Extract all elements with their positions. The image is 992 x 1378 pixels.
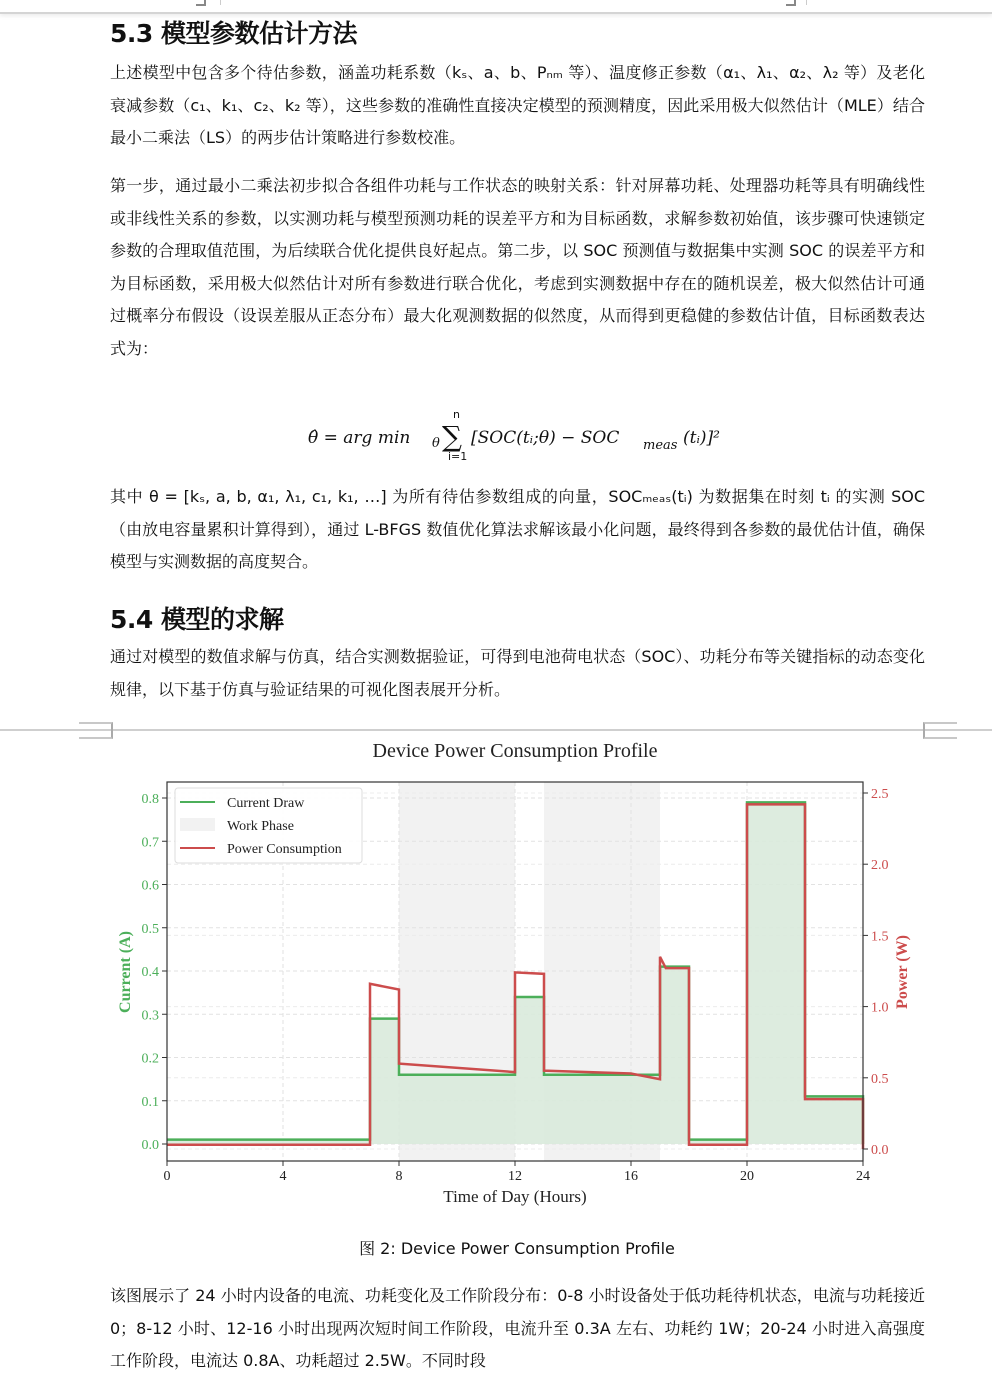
y-tick-label-left: 0.1 [141, 1094, 159, 1110]
formula-subscript-theta: θ [432, 436, 440, 451]
x-tick-label: 8 [395, 1169, 403, 1184]
formula-lhs: θ̂ = arg min [308, 428, 411, 448]
objective-formula [308, 410, 788, 470]
section-heading-5-3: 5.3 模型参数估计方法 [110, 19, 357, 48]
y-tick-label-right: 0.5 [871, 1071, 889, 1087]
legend-label: Power Consumption [227, 842, 342, 857]
y-tick-label-right: 2.5 [871, 787, 889, 802]
formula-meas-subscript: meas [643, 438, 678, 453]
y-tick-label-right: 1.5 [871, 929, 889, 945]
crop-tick [220, 0, 221, 5]
x-tick-label: 16 [624, 1169, 638, 1184]
chart-title: Device Power Consumption Profile [372, 740, 658, 762]
y-tick-label-left: 0.7 [141, 835, 159, 851]
x-tick-label: 20 [740, 1169, 754, 1184]
y-axis-label-left: Current (A) [117, 931, 134, 1013]
power-consumption-chart [0, 760, 992, 1220]
y-axis-label-right: Power (W) [894, 935, 911, 1009]
legend-label: Current Draw [227, 796, 305, 811]
crop-mark [196, 0, 206, 6]
chart-legend [175, 788, 362, 863]
legend-work-phase-swatch [180, 818, 215, 831]
page-break-marker-right [923, 722, 957, 739]
formula-sum-upper: n [453, 408, 460, 421]
y-tick-label-right: 2.0 [871, 858, 889, 874]
formula-body: [SOC(tᵢ;θ) − SOC [471, 428, 620, 448]
figure-caption: 图 2: Device Power Consumption Profile [359, 1239, 675, 1258]
page-break-marker-left [79, 722, 113, 739]
formula-sum-lower: i=1 [448, 450, 468, 463]
section-heading-5-4: 5.4 模型的求解 [110, 605, 284, 634]
paragraph-5-3-steps: 第一步，通过最小二乘法初步拟合各组件功耗与工作状态的映射关系：针对屏幕功耗、处理器功耗等具有明确线性或非线性关系的参数，以实测功耗与模型预测功耗的误差平方和为目标函数，求解参数初始值，该步骤可快速锁定参数的合理取值范围，为后续联合优化提供良好起点。第二步，以 SOC 预测值与数据集中实测 SOC 的误差平方和为目标函数，采用极大似然估计对所有参数进行联合优化，考虑到实测数据中存在的随机误差，极大似然估计可通过概率分布假设（设误差服从正态分布）最大化观测数据的似然度，从而得到更稳健的参数估计值，目标函数表达式为： [110, 176, 925, 358]
x-axis-label: Time of Day (Hours) [443, 1187, 587, 1206]
y-tick-label-right: 1.0 [871, 1000, 889, 1016]
page-break-line [0, 729, 992, 731]
y-tick-label-left: 0.6 [141, 878, 159, 894]
y-tick-label-right: 0.0 [871, 1143, 889, 1158]
page-top-edge [0, 0, 992, 14]
y-tick-label-left: 0.3 [141, 1008, 159, 1024]
y-tick-label-left: 0.2 [141, 1051, 159, 1067]
crop-tick [806, 0, 807, 5]
paragraph-figure-analysis: 该图展示了 24 小时内设备的电流、功耗变化及工作阶段分布：0-8 小时设备处于低功耗待机状态，电流与功耗接近 0；8-12 小时、12-16 小时出现两次短时间工作阶段，电流升至 0.3A 左右、功耗约 1W；20-24 小时进入高强度工作阶段，电流达 0.8A、功耗超过 2.5W。不同时段 [110, 1286, 925, 1370]
formula-sigma: ∑ [442, 420, 462, 453]
x-tick-label: 0 [163, 1169, 171, 1184]
formula-tail: (tᵢ)]² [683, 428, 720, 448]
paragraph-5-3-explain: 其中 θ = [kₛ, a, b, α₁, λ₁, c₁, k₁, …] 为所有待估参数组成的向量，SOCₘₑₐₛ(tᵢ) 为数据集在时刻 tᵢ 的实测 SOC（由放电容量累积计算得到），通过 L-BFGS 数值优化算法求解该最小化问题，最终得到各参数的最优估计值，确保模型与实测数据的高度契合。 [110, 487, 925, 571]
x-tick-label: 12 [508, 1169, 522, 1184]
legend-label: Work Phase [227, 819, 294, 834]
x-tick-label: 24 [856, 1169, 870, 1184]
paragraph-5-4: 通过对模型的数值求解与仿真，结合实测数据验证，可得到电池荷电状态（SOC）、功耗分布等关键指标的动态变化规律，以下基于仿真与验证结果的可视化图表展开分析。 [110, 647, 925, 699]
y-tick-label-left: 0.0 [141, 1138, 159, 1153]
y-tick-label-left: 0.8 [141, 792, 159, 807]
crop-mark [786, 0, 796, 6]
y-tick-label-left: 0.4 [141, 965, 159, 980]
x-tick-label: 4 [279, 1169, 287, 1184]
y-tick-label-left: 0.5 [141, 921, 159, 937]
paragraph-5-3-intro: 上述模型中包含多个待估参数，涵盖功耗系数（kₛ、a、b、Pₙₘ 等）、温度修正参数（α₁、λ₁、α₂、λ₂ 等）及老化衰减参数（c₁、k₁、c₂、k₂ 等），这些参数的准确性直接决定模型的预测精度，因此采用极大似然估计（MLE）结合最小二乘法（LS）的两步估计策略进行参数校准。 [110, 63, 925, 147]
